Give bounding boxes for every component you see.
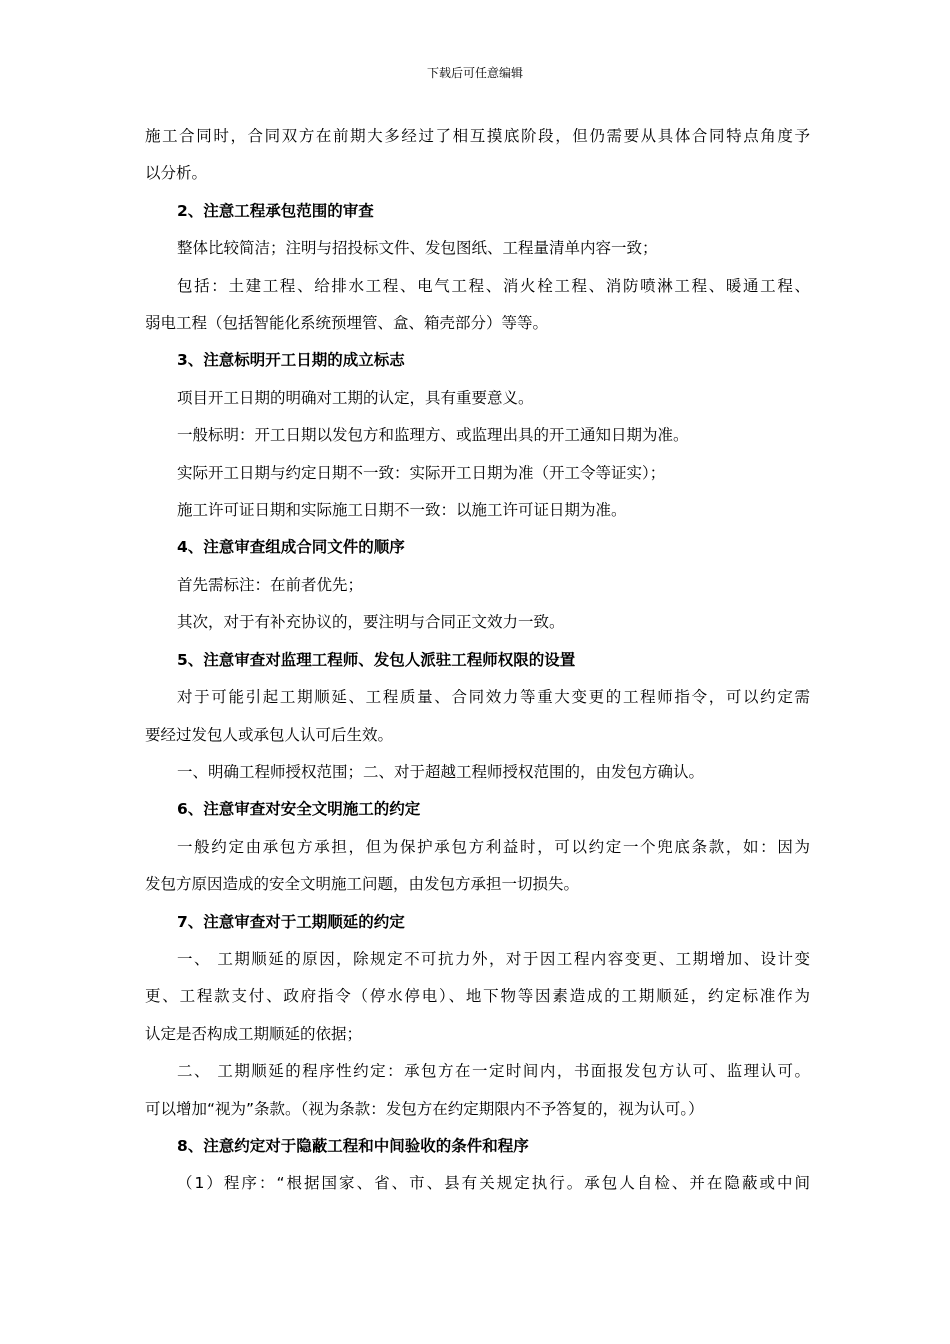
text-line: 发包方原因造成的安全文明施工问题，由发包方承担一切损失。 — [145, 875, 580, 894]
text-line: 更、工程款支付、政府指令（停水停电）、地下物等因素造成的工期顺延，约定标准作为 — [145, 987, 810, 1006]
text-line: 其次，对于有补充协议的，要注明与合同正文效力一致。 — [177, 613, 565, 632]
section-heading: 3、注意标明开工日期的成立标志 — [177, 351, 405, 370]
text-line: 一般标明：开工日期以发包方和监理方、或监理出具的开工通知日期为准。 — [177, 426, 689, 445]
text-line: 弱电工程（包括智能化系统预埋管、盒、箱壳部分）等等。 — [145, 314, 549, 333]
section-heading: 8、注意约定对于隐蔽工程和中间验收的条件和程序 — [177, 1136, 529, 1155]
text-line: 项目开工日期的明确对工期的认定，具有重要意义。 — [177, 388, 534, 407]
text-line: 包括：土建工程、给排水工程、电气工程、消火栓工程、消防喷淋工程、暖通工程、 — [177, 276, 810, 295]
text-line: 一般约定由承包方承担，但为保护承包方利益时，可以约定一个兜底条款，如：因为 — [177, 837, 810, 856]
text-line: （1）程序：“根据国家、省、市、县有关规定执行。承包人自检、并在隐蔽或中间 — [177, 1174, 810, 1193]
text-line: 可以增加“视为”条款。（视为条款：发包方在约定期限内不予答复的，视为认可。） — [145, 1099, 704, 1118]
text-line: 对于可能引起工期顺延、工程质量、合同效力等重大变更的工程师指令，可以约定需 — [177, 688, 810, 707]
text-line: 施工合同时，合同双方在前期大多经过了相互摸底阶段，但仍需要从具体合同特点角度予 — [145, 127, 810, 145]
section-heading: 5、注意审查对监理工程师、发包人派驻工程师权限的设置 — [177, 650, 576, 669]
document-body — [145, 118, 810, 1203]
text-line: 认定是否构成工期顺延的依据； — [145, 1024, 363, 1043]
section-heading: 6、注意审查对安全文明施工的约定 — [177, 800, 421, 819]
text-line: 施工许可证日期和实际施工日期不一致：以施工许可证日期为准。 — [177, 501, 627, 520]
page-header: 下载后可任意编辑 — [426, 66, 523, 80]
text-line: 首先需标注：在前者优先； — [177, 575, 364, 594]
text-line: 实际开工日期与约定日期不一致：实际开工日期为准（开工令等证实）； — [177, 463, 666, 482]
text-line: 二、 工期顺延的程序性约定：承包方在一定时间内，书面报发包方认可、监理认可。 — [177, 1062, 810, 1081]
text-line: 一、明确工程师授权范围；二、对于超越工程师授权范围的，由发包方确认。 — [177, 762, 705, 781]
section-heading: 4、注意审查组成合同文件的顺序 — [177, 538, 405, 557]
text-line: 一、 工期顺延的原因，除规定不可抗力外，对于因工程内容变更、工期增加、设计变 — [177, 949, 810, 968]
text-line: 要经过发包人或承包人认可后生效。 — [145, 725, 394, 744]
text-line: 以分析。 — [145, 164, 208, 183]
text-line: 整体比较简洁；注明与招投标文件、发包图纸、工程量清单内容一致； — [177, 239, 658, 258]
section-heading: 2、注意工程承包范围的审查 — [177, 201, 374, 220]
section-heading: 7、注意审查对于工期顺延的约定 — [177, 912, 405, 931]
